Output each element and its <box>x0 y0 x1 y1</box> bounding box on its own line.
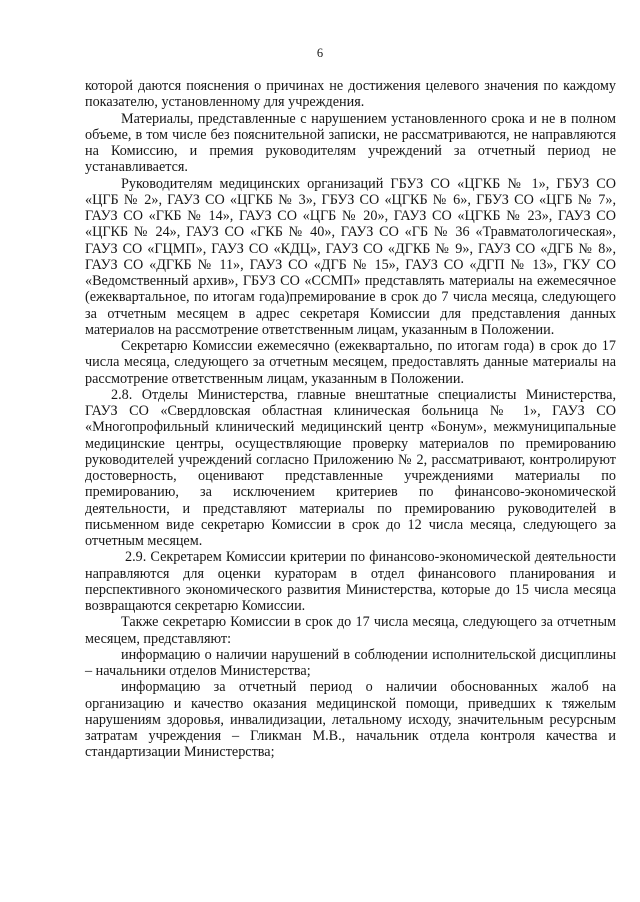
page-number: 6 <box>316 46 324 60</box>
paragraph-organizations-list: Руководителям медицинских организаций ГБУЗ СО «ЦГКБ № 1», ГБУЗ СО «ЦГБ № 2», ГАУЗ СО «ЦГКБ № 3», ГБУЗ СО «ЦГКБ № 6», ГБУЗ СО «ЦГБ № 7», ГАУЗ СО «ГКБ № 14», ГАУЗ СО «ЦГБ № 20», ГАУЗ СО «ЦГКБ № 23», ГАУЗ СО «ЦГКБ № 24», ГАУЗ СО «ГКБ № 40», ГАУЗ СО «ГБ № 36 «Травматологическая», ГАУЗ СО «ГЦМП», ГАУЗ СО «КДЦ», ГАУЗ СО «ДГКБ № 9», ГАУЗ СО «ДГБ № 8», ГАУЗ СО «ДГКБ № 11», ГАУЗ СО «ДГБ № 15», ГАУЗ СО «ДГП № 13», ГКУ СО «Ведомственный архив», ГБУЗ СО «ССМП» представлять материалы на ежемесячное (ежеквартальное, по итогам года)премирование в срок до 7 числа месяца, следующего за отчетным месяцем в адрес секретаря Комиссии для представления данных материалов на рассмотрение ответственным лицам, указанным в Положении. <box>85 175 616 338</box>
paragraph-secretary-deadline: Секретарю Комиссии ежемесячно (ежеквартально, по итогам года) в срок до 17 числа месяца, следующего за отчетным месяцем, предоставлять данные материалы на рассмотрение ответственным лицам, указанным в Положении. <box>85 338 616 387</box>
paragraph-section-2-9: 2.9. Секретарем Комиссии критерии по финансово-экономической деятельности направляются для оценки кураторам в отдел финансового планирования и перспективного экономического развития Министерства, которые до 15 числа месяца возвращаются секретарю Комиссии. <box>85 549 616 614</box>
paragraph-complaints-info: информацию за отчетный период о наличии обоснованных жалоб на организацию и качество оказания медицинской помощи, приведших к тяжелым нарушениям здоровья, инвалидизации, летальному исходу, значительным ресурсным затратам учреждения – Гликман М.В., начальник отдела контроля качества и стандартизации Министерства; <box>85 679 616 761</box>
document-body <box>85 78 616 761</box>
paragraph-late-materials: Материалы, представленные с нарушением установленного срока и не в полном объеме, в том числе без пояснительной записки, не рассматриваются, не направляются на Комиссию, и премия руководителям учреждений за отчетный период не устанавливается. <box>85 110 616 176</box>
paragraph-discipline-info: информацию о наличии нарушений в соблюдении исполнительской дисциплины – начальники отделов Министерства; <box>85 646 616 679</box>
paragraph-also-secretary: Также секретарю Комиссии в срок до 17 числа месяца, следующего за отчетным месяцем, представляют: <box>85 614 616 647</box>
paragraph-continuation: которой даются пояснения о причинах не достижения целевого значения по каждому показателю, установленному для учреждения. <box>85 78 616 111</box>
paragraph-section-2-8: 2.8. Отделы Министерства, главные внештатные специалисты Министерства, ГАУЗ СО «Свердловская областная клиническая больница № 1», ГАУЗ СО «Многопрофильный клинический медицинский центр «Бонум», межмуниципальные медицинские центры, осуществляющие проверку материалов по премированию руководителей учреждений согласно Приложению № 2, рассматривают, контролируют достоверность, оценивают представленные учреждениями материалы по премированию, за исключением критериев по финансово-экономической деятельности, и представляют материалы по премированию руководителей в письменном виде секретарю Комиссии в срок до 12 числа месяца, следующего за отчетным месяцем. <box>85 386 616 549</box>
